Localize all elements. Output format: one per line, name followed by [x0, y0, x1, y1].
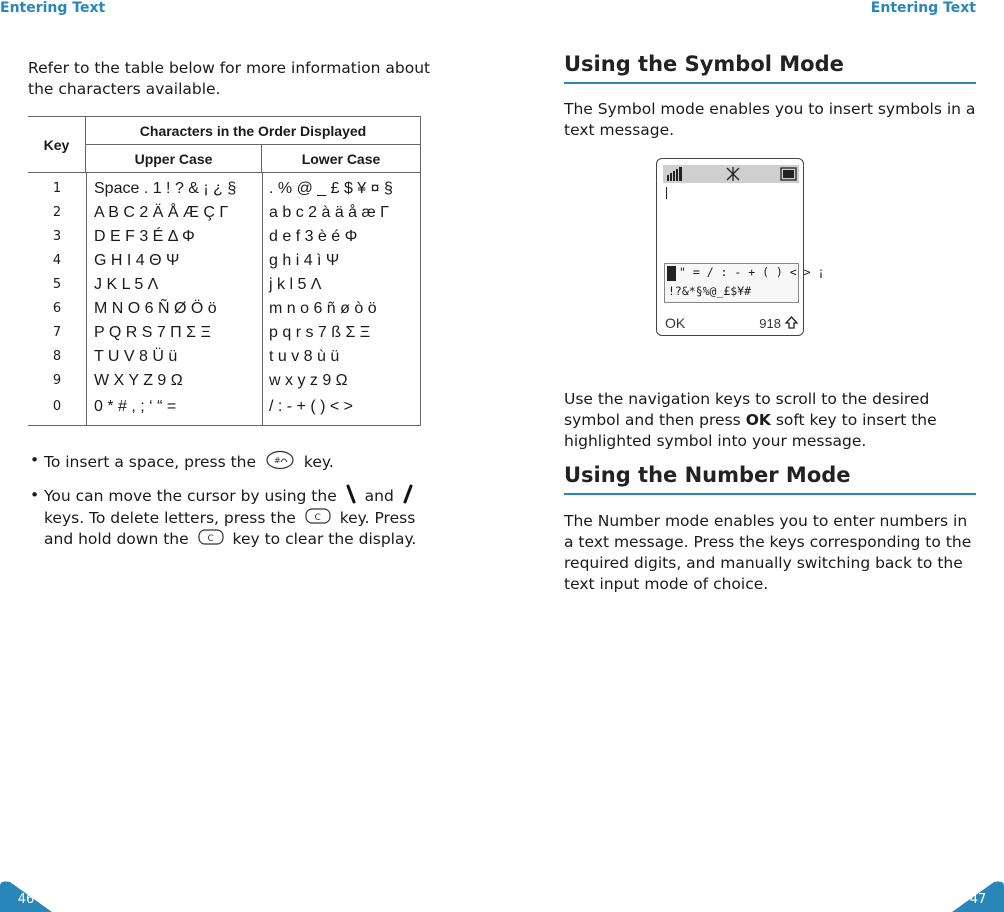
row-upper: P Q R S 7 Π Σ Ξ [94, 324, 211, 341]
row-upper: M N O 6 Ñ Ø Ö ö [94, 300, 217, 317]
symbol-mode-instructions [564, 389, 976, 452]
row-upper: Space . 1 ! ? & ¡ ¿ § [94, 180, 237, 197]
symbol-row: !?&*§%@_£$¥# [668, 284, 752, 298]
cursor-tip-end: key to clear the display. [232, 530, 417, 548]
symbol-row: " = / : - + ( ) < > ¡ [679, 265, 825, 279]
row-upper: W X Y Z 9 Ω [94, 372, 183, 389]
symbol-mode-intro: The Symbol mode enables you to insert symbols in a text message. [564, 100, 976, 139]
row-upper: A B C 2 Ä Å Æ Ç Γ [94, 204, 229, 221]
row-lower: m n o 6 ñ ø ò ö [269, 300, 377, 317]
symbol-instr-end: soft key to insert the highlighted symbol into your message. [564, 411, 937, 450]
cursor-tip-and: and [364, 487, 394, 505]
row-upper: 0 * # , ; ‘ “ = [94, 398, 177, 415]
row-key: 3 [52, 229, 62, 244]
row-lower: / : - + ( ) < > [269, 398, 354, 415]
svg-text:C: C [207, 534, 214, 544]
table-header-characters: Characters in the Order Displayed [86, 117, 420, 145]
table-row [28, 273, 420, 297]
table-row [28, 321, 420, 345]
ok-soft-key[interactable]: OK [665, 315, 686, 331]
row-key: 7 [52, 325, 62, 340]
clear-key-icon [305, 508, 331, 529]
space-tip-end: key. [303, 453, 334, 471]
svg-text:C: C [314, 513, 321, 523]
cursor-tip-mid2: key. Press and hold down the [44, 509, 416, 548]
status-bar [663, 165, 799, 183]
list-item [28, 485, 438, 550]
selected-symbol-highlight [667, 266, 676, 281]
list-item [28, 450, 438, 475]
row-key: 2 [52, 205, 62, 220]
cursor-tip-mid: keys. To delete letters, press the [44, 509, 296, 527]
hash-key-icon [265, 450, 295, 475]
shift-icon [785, 316, 798, 330]
page-number-text: 46 [17, 892, 35, 907]
signal-icon [667, 167, 682, 181]
row-upper: J K L 5 Λ [94, 276, 159, 293]
table-row [28, 297, 420, 321]
message-status-icon [727, 167, 739, 181]
intro-paragraph: Refer to the table below for more information about the characters available. [28, 59, 431, 98]
table-row [28, 395, 420, 419]
row-upper: T U V 8 Ü ü [94, 348, 178, 365]
table-row [28, 369, 420, 393]
table-header-key: Key [28, 117, 86, 173]
table-row [28, 249, 420, 273]
table-header-upper-case: Upper Case [86, 145, 262, 173]
page-number-text: 47 [969, 892, 987, 907]
battery-icon [781, 168, 796, 180]
row-key: 9 [52, 373, 62, 388]
row-key: 6 [52, 301, 62, 316]
row-key: 0 [52, 399, 62, 414]
table-header-lower-case: Lower Case [262, 145, 420, 173]
svg-text:#: # [273, 456, 281, 465]
table-row [28, 201, 420, 225]
row-lower: w x y z 9 Ω [269, 372, 348, 389]
running-head-right: Entering Text [870, 0, 976, 16]
bullet-dot: • [30, 451, 40, 469]
number-mode-title: Using the Number Mode [564, 463, 976, 495]
space-tip-text: To insert a space, press the [44, 453, 257, 471]
running-head-left: Entering Text [0, 0, 106, 16]
character-table [28, 116, 421, 426]
row-key: 5 [52, 277, 62, 292]
left-nav-key-icon [346, 485, 356, 508]
table-row [28, 177, 420, 201]
text-cursor [666, 187, 667, 199]
number-mode-body: The Number mode enables you to enter numbers in a text message. Press the keys corresponding to the required digits, and manually switching back to the text input mode of choice. [564, 512, 972, 593]
clear-key-icon [198, 529, 224, 550]
row-lower: a b c 2 à ä å æ Γ [269, 204, 389, 221]
row-lower: j k l 5 Λ [269, 276, 322, 293]
row-lower: g h i 4 ì Ψ [269, 252, 340, 269]
page-number-left [0, 880, 52, 912]
row-key: 8 [52, 349, 62, 364]
symbol-instr-text: Use the navigation keys to scroll to the desired symbol and then press [564, 390, 930, 429]
row-upper: G H I 4 Θ Ψ [94, 252, 180, 269]
row-lower: t u v 8 ù ü [269, 348, 340, 365]
phone-screen-illustration [656, 158, 825, 336]
cursor-tip-text: You can move the cursor by using the [44, 487, 337, 505]
page-number-right [952, 880, 1004, 912]
row-lower: . % @ _ £ $ ¥ ¤ § [269, 180, 393, 197]
row-lower: d e f 3 è é Φ [269, 228, 358, 245]
table-row [28, 345, 420, 369]
row-key: 4 [52, 253, 62, 268]
row-lower: p q r s 7 ß Σ Ξ [269, 324, 371, 341]
row-key: 1 [52, 181, 62, 196]
symbol-list[interactable] [664, 263, 825, 303]
symbol-mode-title: Using the Symbol Mode [564, 52, 976, 84]
table-row [28, 225, 420, 249]
right-nav-key-icon [403, 485, 413, 508]
row-upper: D E F 3 É Δ Φ [94, 228, 195, 245]
bullet-dot: • [30, 486, 40, 504]
tips-list [28, 450, 438, 560]
ok-key-label: OK [745, 411, 771, 429]
character-counter: 918 [759, 316, 781, 331]
